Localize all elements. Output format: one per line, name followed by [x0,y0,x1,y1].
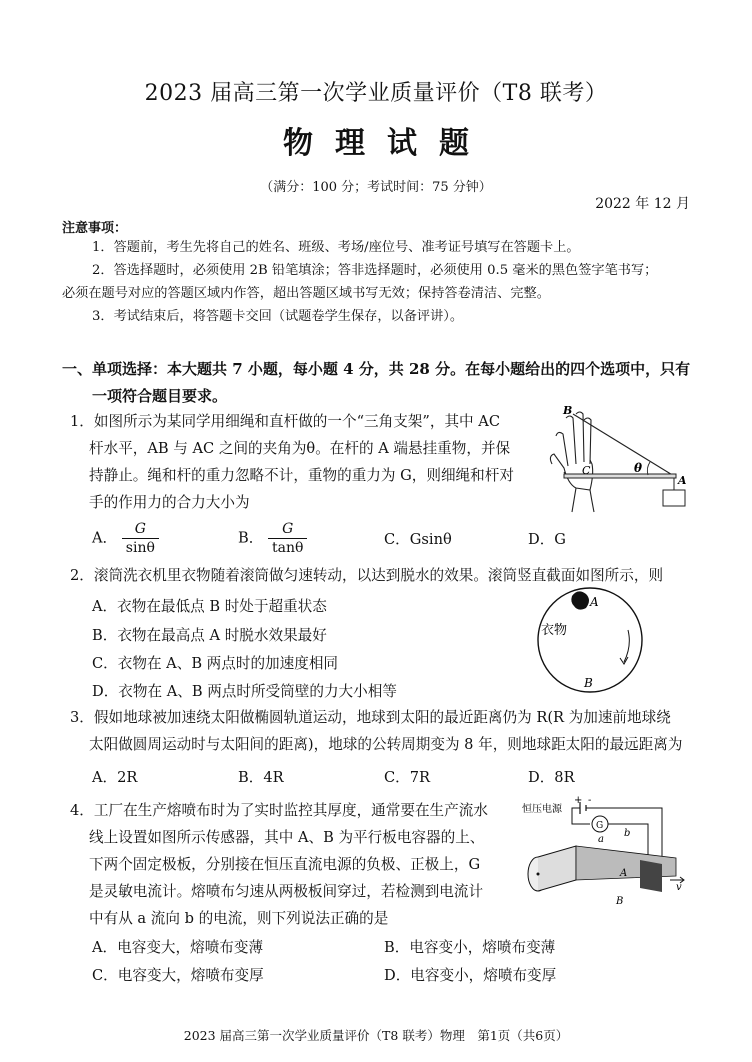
q1-triangle-support-figure [546,404,696,514]
roller-axle [537,873,540,876]
q1-option-a-fraction [122,520,159,557]
notice-item-1: 1．答题前，考生先将自己的姓名、班级、考场/座位号、准考证号填写在答题卡上。 [92,240,580,255]
score-time-info: （满分：100 分；考试时间：75 分钟） [260,180,492,195]
q1-line-1: 1．如图所示为某同学用细绳和直杆做的一个“三角支架”，其中 AC [70,413,500,430]
notice-heading: 注意事项： [62,221,128,236]
rotation-arrow [624,630,629,662]
q1-option-a[interactable] [92,520,159,557]
q1-line-2: 杆水平，AB 与 AC 之间的夹角为θ。在杆的 A 端悬挂重物，并保 [89,440,511,457]
exam-title: 2023 届高三第一次学业质量评价（T8 联考） [144,81,608,106]
label-plate-a: A [620,868,628,879]
section-heading-line1: 一、单项选择：本大题共 7 小题，每小题 4 分，共 28 分。在每小题给出的四个选项中，只有 [62,360,691,378]
q4-line-2: 线上设置如图所示传感器，其中 A、B 为平行板电容器的上、 [89,829,485,846]
q4-option-b[interactable]: B．电容变小，熔喷布变薄 [384,939,556,956]
label-g: G [596,821,604,831]
notice-item-3: 3．考试结束后，将答题卡交回（试题卷学生保存，以备评讲）。 [92,309,464,324]
roller-body [538,846,576,891]
subject-title: 物理试题 [283,126,491,161]
q4-sensor-figure [516,794,698,906]
label-theta: θ [634,461,643,475]
question-4-stem [70,797,520,932]
wire-left [572,808,590,824]
label-b-terminal: b [624,828,631,839]
q4-line-1: 4．工厂在生产熔喷布时为了实时监控其厚度，通常要在生产流水 [70,802,488,819]
q2-option-a[interactable]: A．衣物在最低点 B 时处于超重状态 [92,598,327,615]
q4-option-c[interactable]: C．电容变大，熔喷布变厚 [92,967,264,984]
q1-option-a-denominator: sinθ [125,540,155,556]
notice-item-2-cont: 必须在题号对应的答题区域内作答，超出答题区域书写无效；保持答卷清洁、完整。 [62,286,550,301]
q1-option-b-fraction [268,520,307,557]
theta-arc [647,462,650,475]
notice-item-2: 2．答选择题时，必须使用 2B 铅笔填涂；答非选择题时，必须使用 0.5 毫米的黑色签字笔书写； [92,263,658,278]
label-plus: + [574,795,583,806]
q4-option-a[interactable]: A．电容变大，熔喷布变薄 [92,939,264,956]
q3-line-2: 太阳做圆周运动时与太阳间的距离)，地球的公转周期变为 8 年，则地球距太阳的最远距离为 [89,736,683,753]
rotation-arrowhead [620,657,628,664]
label-a: A [590,595,599,609]
hand-icon [550,412,594,512]
q4-line-3: 下两个固定极板，分别接在恒压直流电源的负极、正极上，G [89,856,481,873]
q3-option-c[interactable]: C．7R [384,769,431,786]
q1-option-b-numerator: G [268,520,307,539]
label-minus: - [588,795,592,806]
q1-option-b[interactable] [238,520,307,557]
q1-option-d[interactable]: D．G [528,531,566,548]
q3-option-b[interactable]: B．4R [238,769,284,786]
label-v: v [676,882,682,893]
q4-line-5: 中有从 a 流向 b 的电流，则下列说法正确的是 [89,910,389,927]
label-a-terminal: a [598,834,604,845]
cloth-blob [571,591,589,609]
q3-option-d[interactable]: D．8R [528,769,575,786]
q4-option-d[interactable]: D．电容变小，熔喷布变厚 [384,967,557,984]
label-cloth: 衣物 [541,623,568,638]
question-3-stem [70,704,710,758]
q1-line-4: 手的作用力的合力大小为 [89,494,250,511]
page-footer: 2023 届高三第一次学业质量评价（T8 联考）物理 第1页（共6页） [183,1028,569,1043]
label-source: 恒压电源 [522,804,562,815]
q1-line-3: 持静止。绳和杆的重力忽略不计，重物的重力为 G，则细绳和杆对 [89,467,514,484]
rod-ac [564,474,676,478]
label-b: B [584,676,593,690]
q1-option-b-denominator: tanθ [271,540,304,556]
label-c: C [582,464,591,477]
q1-option-c[interactable]: C．Gsinθ [384,531,452,548]
section-heading-line2: 一项符合题目要求。 [92,387,228,405]
q1-option-a-numerator: G [122,520,159,539]
q3-line-1: 3．假如地球被加速绕太阳做椭圆轨道运动，地球到太阳的最近距离仍为 R(R 为加速前地球绕 [70,709,671,726]
q2-option-d[interactable]: D．衣物在 A、B 两点时所受筒壁的力大小相等 [92,683,397,700]
section-heading [62,356,694,410]
label-b: B [563,404,573,417]
question-1-stem [70,408,550,516]
question-2-stem: 2．滚筒洗衣机里衣物随着滚筒做匀速转动，以达到脱水的效果。滚筒竖直截面如图所示，则 [70,567,664,584]
q1-option-a-label: A． [92,529,118,547]
q4-line-4: 是灵敏电流计。熔喷布匀速从两极板间穿过，若检测到电流计 [89,883,484,900]
capacitor-plate [640,860,662,892]
q3-option-a[interactable]: A．2R [92,769,138,786]
label-a: A [678,474,687,487]
q2-option-c[interactable]: C．衣物在 A、B 两点时的加速度相同 [92,655,339,672]
q1-option-b-label: B． [238,529,264,547]
q2-option-b[interactable]: B．衣物在最高点 A 时脱水效果最好 [92,627,327,644]
hanging-weight [663,490,685,506]
exam-date: 2022 年 12 月 [595,196,690,212]
q2-drum-figure [528,584,658,696]
label-plate-b: B [616,896,624,906]
